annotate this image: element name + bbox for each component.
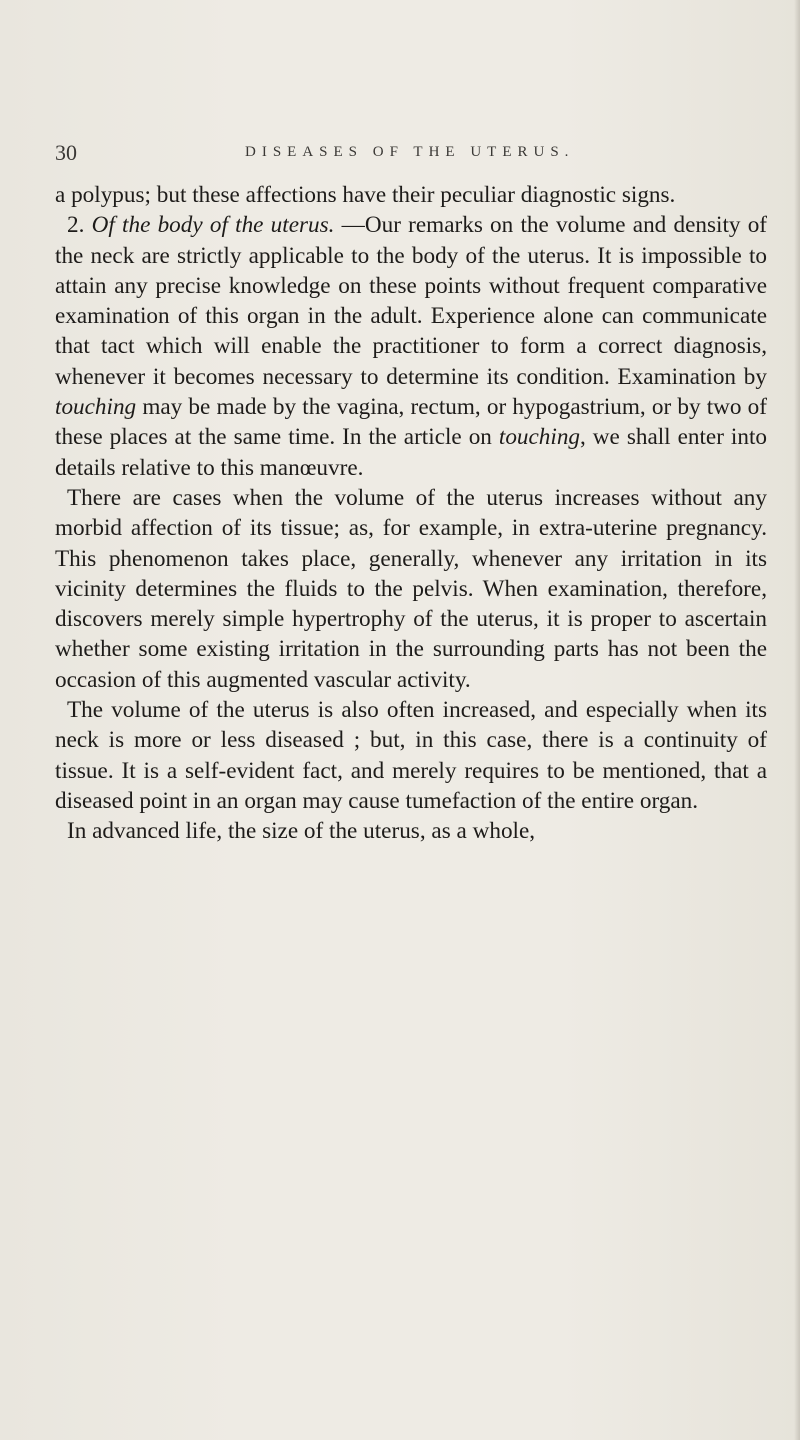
paragraph-1-text: a polypus; but these affections have their peculiar diagnostic signs. [55,182,676,208]
page-number: 30 [55,140,77,165]
paragraph-2-part-1: Our remarks on the volume and density of the neck are strictly applicable to the body of the uterus. It is impossible to attain any precise knowledge on these points without frequent comparative examination of this organ in the adult. Experience alone can communicate that tact which will enable the practitioner to form a correct diagnosis, whenever it becomes necessary to determine its condition. Examination by [55,212,768,390]
paragraph-3-text: There are cases when the volume of the uterus increases without any morbid affection of its tissue; as, for example, in extra-uterine pregnancy. This phenomenon takes place, generally, whenever any irritation in its vicinity determines the fluids to the pelvis. When examination, therefore, discovers merely simple hypertrophy of the uterus, it is proper to ascertain whether some existing irritation in the surrounding parts has not been the occasion of this augmented vascular activity. [55,484,767,693]
emphasis-touching-1: touching [55,394,137,421]
running-head [55,140,775,176]
paragraph-2 [55,210,767,483]
paragraph-3 [55,483,767,695]
paragraph-4-text: The volume of the uterus is also often increased, and especially when its neck is more or less diseased ; but, in this case, there is a continuity of tissue. It is a self-evident fact, and merely requires to be mentioned, that a diseased point in an organ may cause tumefaction of the entire organ. [55,697,767,814]
paragraph-2-part-2: may be made by the vagina, rectum, or hypogastrium, or by two of these places at the same time. In the article on [55,394,767,451]
paragraph-1 [55,180,767,210]
paragraph-5-text: In advanced life, the size of the uterus, as a whole, [67,818,536,845]
paragraph-5 [55,816,767,846]
section-number: 2. [67,212,85,239]
running-title: DISEASES OF THE UTERUS. [245,144,575,160]
section-dash: — [334,212,365,239]
paragraph-4 [55,695,767,816]
page-edge [794,0,800,1440]
paragraph-2-part-3: , we shall enter into details relative to this manœuvre. [55,424,768,481]
body-text [55,180,767,847]
emphasis-touching-2: touching [498,424,581,451]
section-heading: Of the body of the uterus. [91,212,335,239]
